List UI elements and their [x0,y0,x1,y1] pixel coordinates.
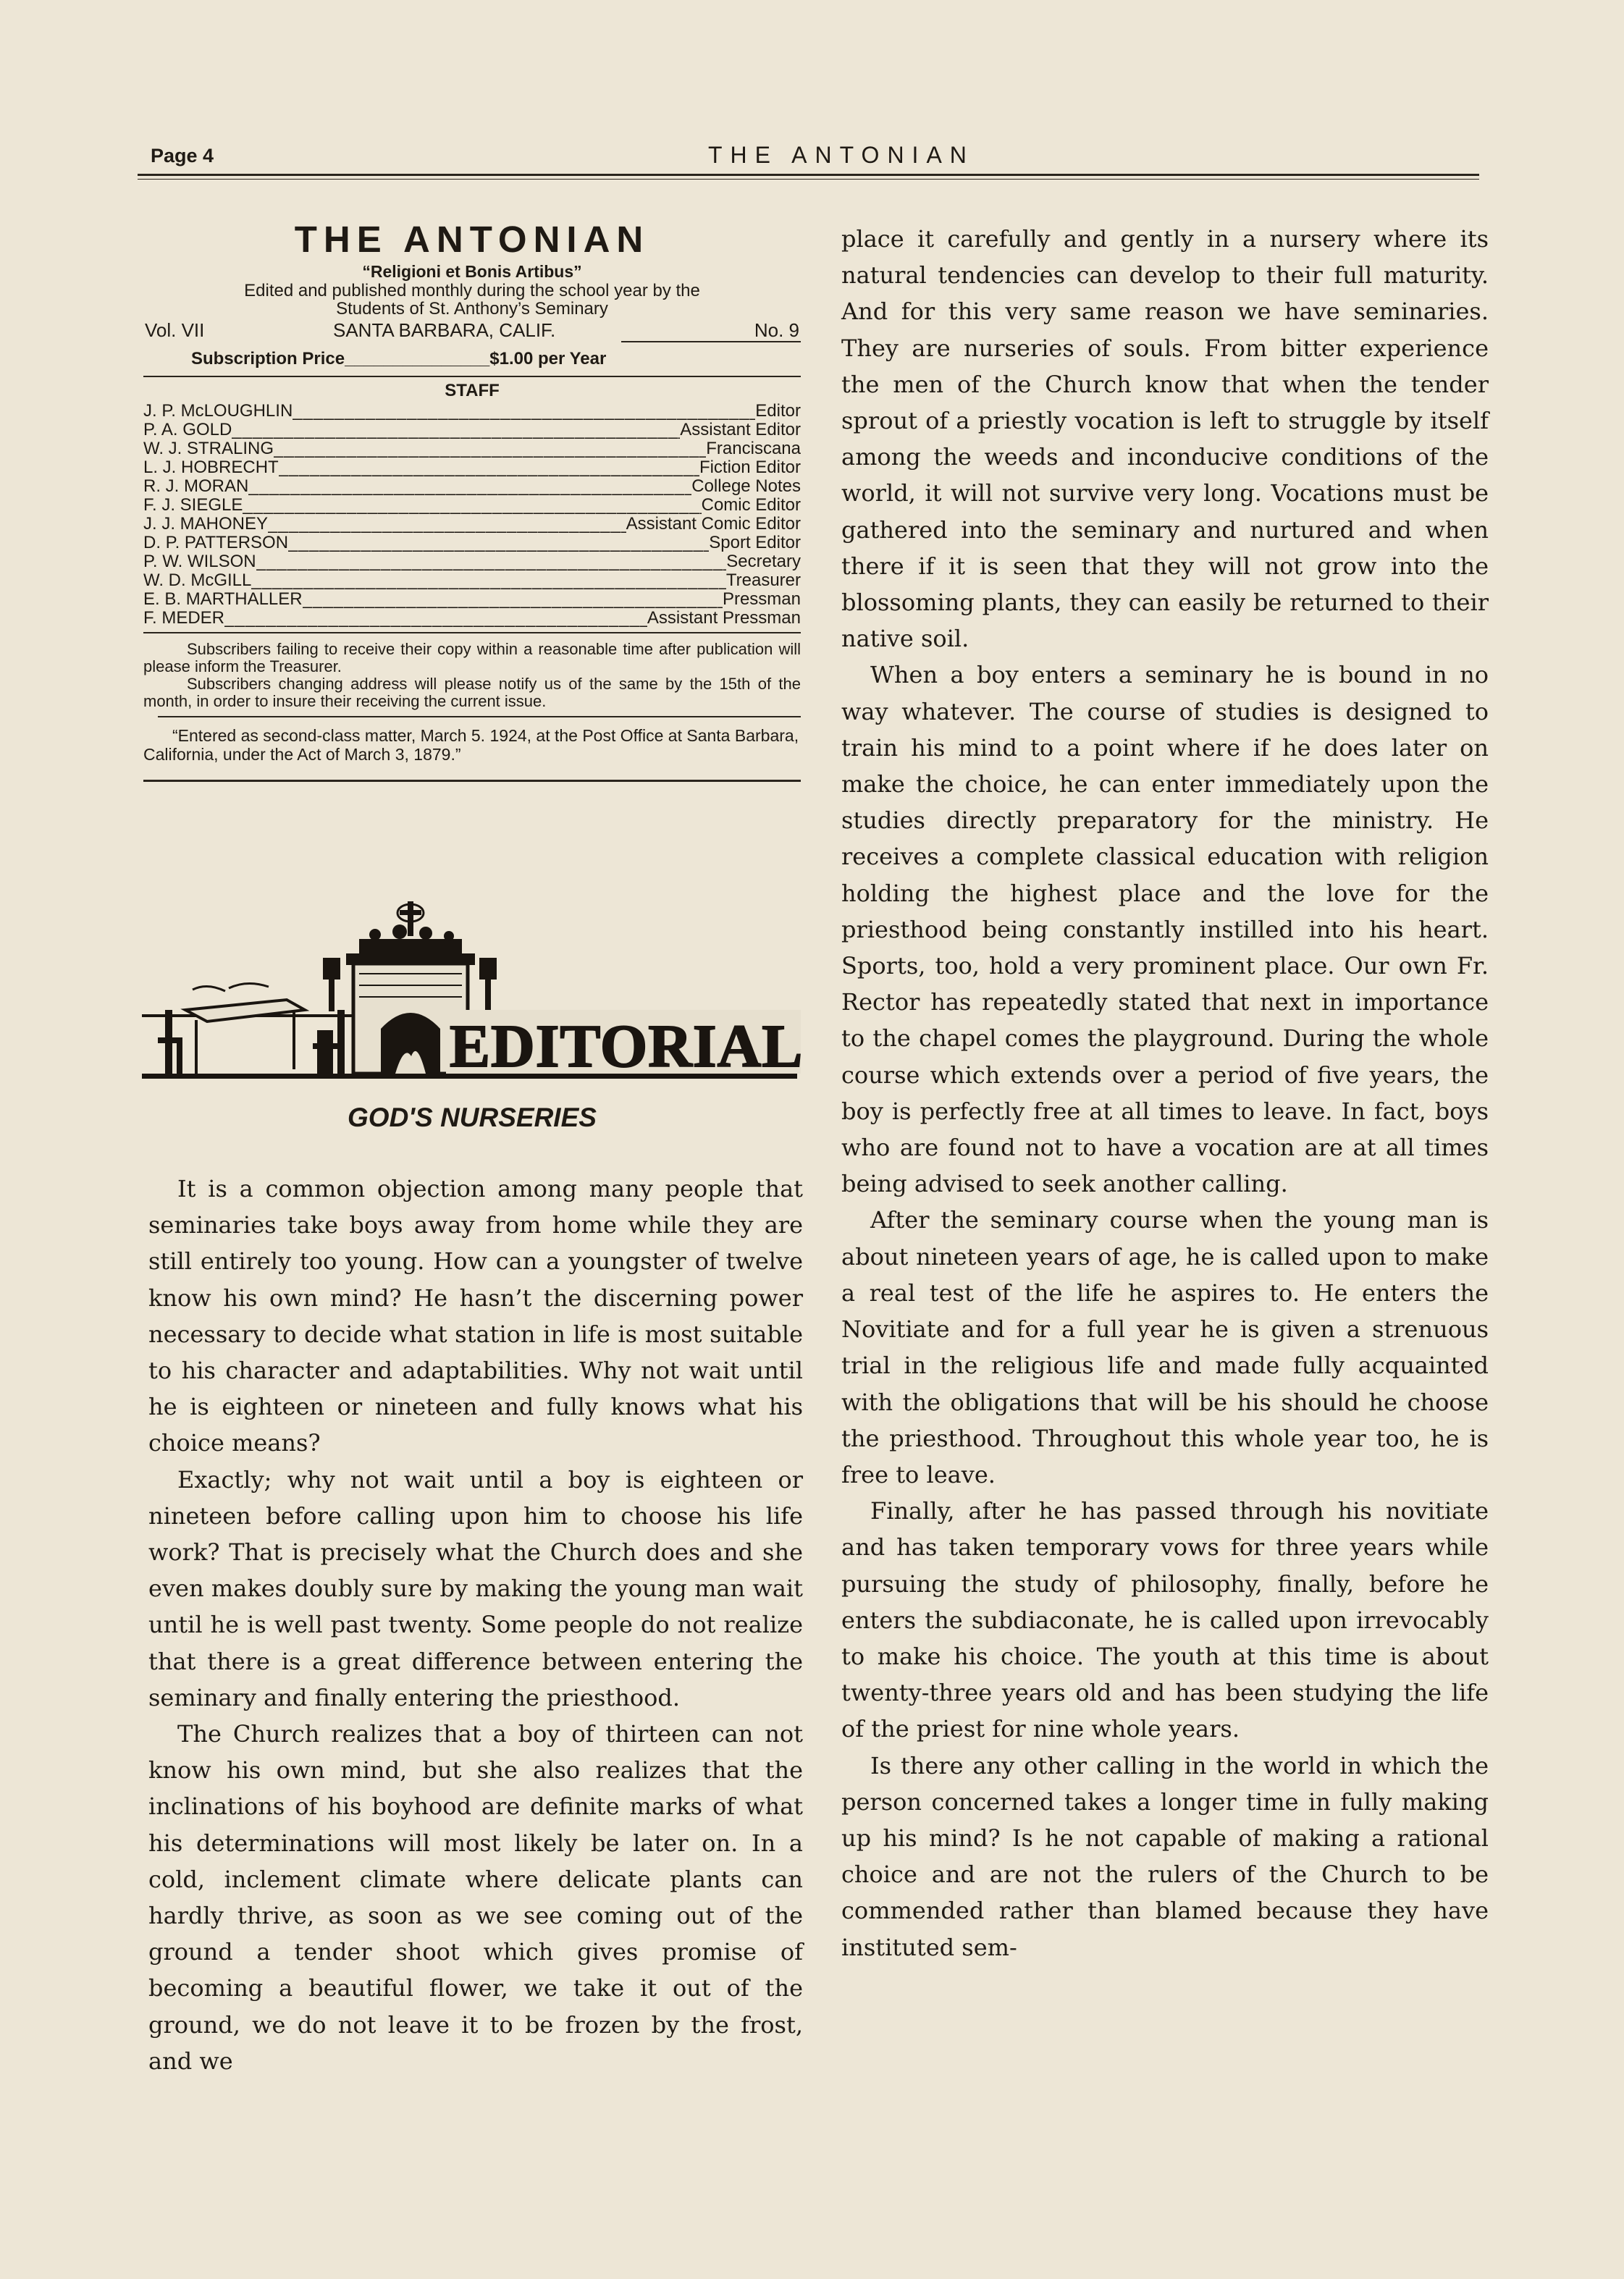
subscription-leader: _______________ [345,349,490,368]
subscriber-notices [143,633,801,716]
article-paragraph: Exactly; why not wait until a boy is eighteen or nineteen before calling upon him to choose his life work? That is precisely what the Church does and she even makes doubly sure by making the young man wait until he is well past twenty. Some people do not realize that there is a great difference between entering the seminary and finally entering the priesthood. [148,1465,803,1711]
staff-role: Treasurer [725,570,801,590]
notice-failing: Subscribers failing to receive their copy within a reasonable time after publication will please inform the Treasurer. [143,640,801,675]
staff-leader [293,402,755,421]
editorial-banner [142,901,801,1082]
masthead-description-line1: Edited and published monthly during the school year by the [244,281,700,300]
masthead [143,217,801,782]
page-number: Page 4 [151,145,214,167]
subscription-line [143,342,801,376]
staff-name: J. J. MAHONEY [143,514,269,534]
staff-role: Assistant Pressman [647,608,801,628]
staff-row [143,496,801,515]
staff-role: Franciscana [706,439,801,458]
staff-name: J. P. McLOUGHLIN [143,401,293,421]
staff-name: E. B. MARTHALLER [143,589,303,609]
staff-leader [279,458,699,477]
subscription-label: Subscription Price [191,349,345,368]
staff-name: F. J. SIEGLE [143,495,243,515]
fireplace-illustration [142,901,801,1082]
staff-leader [248,477,691,496]
article-column-right [841,221,1489,1966]
staff-leader [251,571,726,590]
staff-row [143,515,801,534]
subscription-rule [143,376,801,377]
staff-name: P. W. WILSON [143,552,256,571]
staff-row [143,439,801,458]
staff-name: P. A. GOLD [143,420,232,439]
staff-name: F. MEDER [143,608,225,628]
entered-notice: “Entered as second-class matter, March 5. 1924, at the Post Office at Santa Barbara, California, under the Act of March 3, 1879.” [143,726,799,764]
article-column-left [148,1171,803,2079]
header-rule [138,174,1479,176]
running-title: THE ANTONIAN [708,142,975,168]
staff-role: College Notes [691,476,801,496]
article-paragraph: Is there any other calling in the world in which the person concerned takes a longer time in fully making up his mind? Is he not capable of making a rational choice and are not the rulers of the Church to be commended rather than blamed because they have instituted sem- [841,1751,1489,1961]
article-paragraph: The Church realizes that a boy of thirteen can not know his own mind, but she also realizes that the inclinations of his boyhood are definite marks of what his determinations will most likely be later on. In a cold, inclement climate where delicate plants can hardly thrive, as soon as we see coming out of the ground a tender shoot which gives promise of becoming a beautiful flower, we take it out of the ground, we do not leave it to be frozen by the frost, and we [148,1720,803,2075]
masthead-description-line2: Students of St. Anthony’s Seminary [336,299,608,319]
staff-role: Fiction Editor [699,458,801,477]
staff-row [143,571,801,590]
staff-leader [232,421,680,439]
staff-leader [224,609,647,628]
staff-role: Assistant Editor [680,420,801,439]
staff-leader [268,515,626,534]
running-header [151,142,1479,175]
masthead-motto: “Religioni et Bonis Artibus” [362,262,582,281]
notice-changing: Subscribers changing address will please notify us of the same by the 15th of the month, in order to insure their receiving the current issue. [143,675,801,710]
staff-row [143,458,801,477]
header-rule-thin [138,179,1479,180]
article-paragraph: place it carefully and gently in a nursery where its natural tendencies can develop to their full maturity. And for this very same reason we have seminaries. They are nurseries of souls. From bitter experience the men of the Church know that when the tender sprout of a priestly vocation is left to struggle by itself among the weeds and inconducive conditions of the world, it will not survive very long. Vocations must be gathered into the seminary and nurtured and when there if it is seen that they will not grow into the blossoming plants, they can easily be returned to their native soil. [841,225,1489,653]
staff-role: Secretary [726,552,801,571]
staff-role: Assistant Comic Editor [626,514,801,534]
staff-role: Editor [755,401,801,421]
staff-row [143,609,801,628]
staff-heading: STAFF [445,381,500,400]
staff-row [143,534,801,552]
volume-label: Vol. VII [145,319,205,341]
staff-leader [274,439,706,458]
staff-row [143,402,801,421]
staff-name: W. J. STRALING [143,439,274,458]
staff-role: Sport Editor [709,533,801,552]
entered-rule [143,780,801,782]
staff-role: Comic Editor [701,495,801,515]
issue-number: No. 9 [754,319,799,341]
staff-leader [303,590,723,609]
masthead-title: THE ANTONIAN [294,219,650,260]
staff-row [143,552,801,571]
article-paragraph: Finally, after he has passed through his novitiate and has taken temporary vows for three years while pursuing the study of philosophy, finally, before he enters the subdiaconate, he is called upon irrevocably to make his choice. The youth at this time is about twenty-three years old and has been studying the life of the priest for nine whole years. [841,1497,1489,1743]
location-label: SANTA BARBARA, CALIF. [333,319,556,341]
staff-row [143,590,801,609]
staff-row [143,477,801,496]
banner-word: EDITORIAL [450,1013,801,1080]
staff-name: R. J. MORAN [143,476,249,496]
staff-list [143,402,801,628]
article-paragraph: When a boy enters a seminary he is bound in no way whatever. The course of studies is designed to train his mind to a point where if he does later on make the choice, he can enter immediately upon the studies directly preparatory for the ministry. He receives a complete classical education with religion holding the highest place and the love for the priesthood being constantly instilled into his heart. Sports, too, hold a very prominent place. Our own Fr. Rector has repeatedly stated that next in importance to the chapel comes the playground. During the whole course which extends over a period of five years, the boy is perfectly free at all times to leave. In fact, boys who are found not to have a vocation are at all times being advised to seek another calling. [841,661,1489,1198]
staff-leader [288,534,709,552]
volume-line [143,318,801,341]
staff-name: D. P. PATTERSON [143,533,289,552]
subscription-price: $1.00 per Year [489,349,607,368]
staff-row [143,421,801,439]
staff-name: W. D. McGILL [143,570,252,590]
staff-role: Pressman [722,589,801,609]
article-paragraph: After the seminary course when the young man is about nineteen years of age, he is called upon to make a real test of the life he aspires to. He enters the Novitiate and for a full year he is given a strenuous trial in the religious life and made fully acquainted with the obligations that will be his should he choose the priesthood. Throughout this whole year too, he is free to leave. [841,1206,1489,1488]
article-title: GOD'S NURSERIES [348,1103,597,1132]
staff-leader [256,552,727,571]
article-paragraph: It is a common objection among many people that seminaries take boys away from home while they are still entirely too young. How can a youngster of twelve know his own mind? He hasn’t the discerning power necessary to decide what station in life is most suitable to his character and adaptabilities. Why not wait until he is eighteen or nineteen and fully knows what his choice means? [148,1175,803,1457]
staff-name: L. J. HOBRECHT [143,458,279,477]
staff-leader [243,496,701,515]
